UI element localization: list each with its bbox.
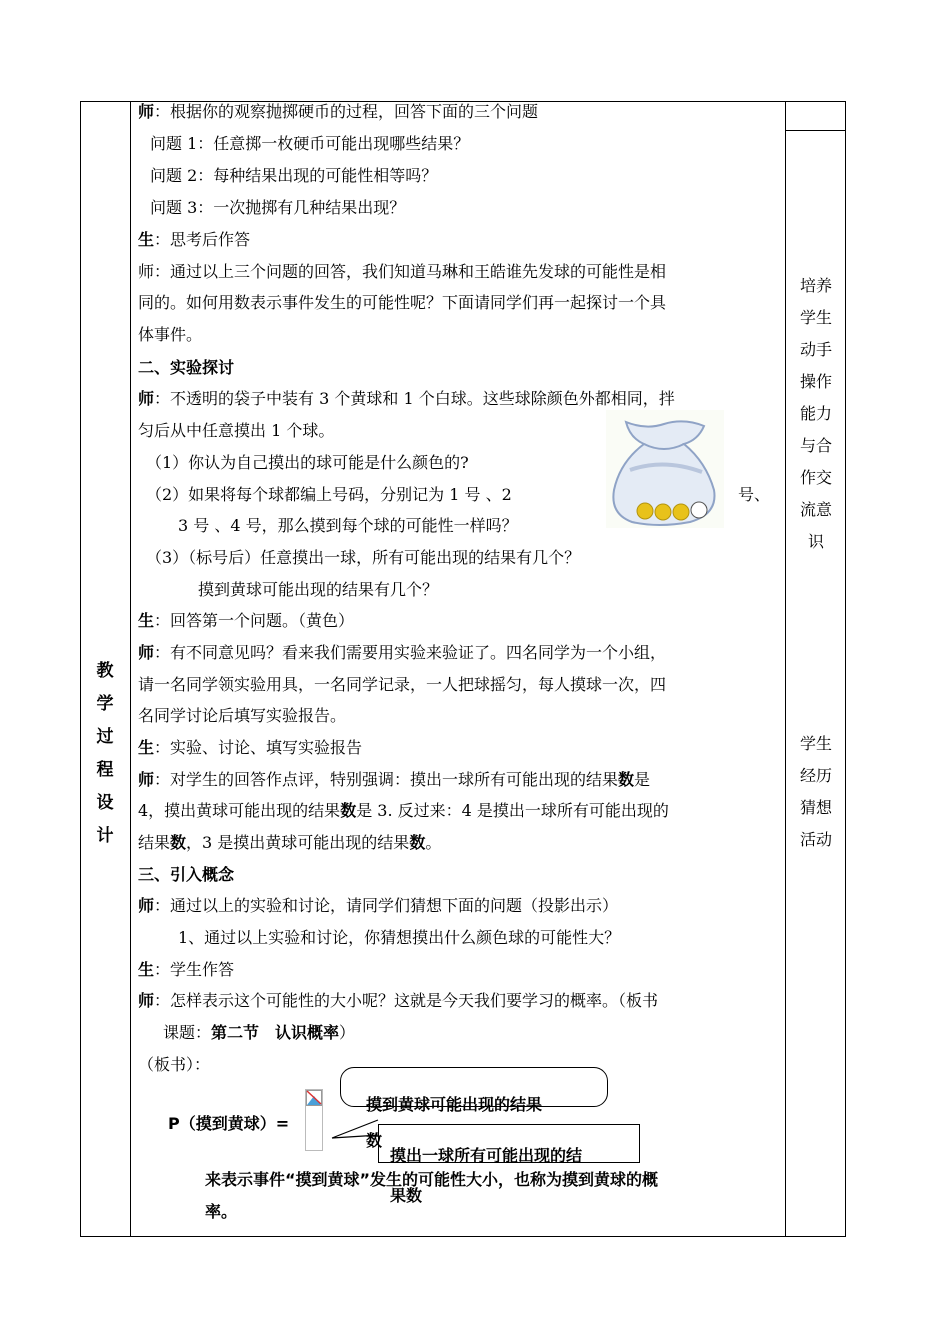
closing-text: 来表示事件“摸到黄球”发生的可能性大小，也称为摸到黄球的概 <box>205 1170 659 1189</box>
question-3: 问题 3：一次抛掷有几种结果出现？ <box>150 198 406 217</box>
text-line: 4，摸出黄球可能出现的结果数是 3. 反过来：4 是摸出一球所有可能出现的 <box>138 801 669 820</box>
yellow-ball <box>673 504 689 520</box>
text-line: 体事件。 <box>138 325 203 344</box>
column-divider-left <box>130 101 131 1237</box>
text-line: 名同学讨论后填写实验报告。 <box>138 706 347 725</box>
closing-text-cont: 率。 <box>205 1202 238 1221</box>
sub-question-1: （1）你认为自己摸出的球可能是什么颜色的? <box>146 453 469 472</box>
text-line: 师：怎样表示这个可能性的大小呢？这就是今天我们要学习的概率。（板书 <box>138 991 659 1010</box>
row-divider-right <box>785 130 846 131</box>
denominator-text-cont: 果数 <box>390 1186 423 1205</box>
text-line: 请一名同学领实验用具，一名同学记录，一人把球摇匀，每人摸球一次，四 <box>138 675 667 694</box>
ball-bag-image <box>606 410 724 528</box>
section-heading: 二、实验探讨 <box>138 358 235 377</box>
numerator-text-cont: 数 <box>366 1131 383 1150</box>
text-line: 匀后从中任意摸出 1 个球。 <box>138 421 335 440</box>
yellow-ball <box>637 503 653 519</box>
text-line: 1、通过以上实验和讨论，你猜想摸出什么颜色球的可能性大？ <box>178 928 621 947</box>
text-line: 生：思考后作答 <box>138 230 251 249</box>
white-ball <box>691 502 707 518</box>
question-1: 问题 1：任意掷一枚硬币可能出现哪些结果？ <box>150 134 470 153</box>
text-line: 课题：第二节 认识概率） <box>163 1023 356 1042</box>
fraction-image <box>305 1089 323 1151</box>
text-line: （板书）： <box>138 1055 211 1074</box>
denominator-text: 摸出一球所有可能出现的结 <box>390 1146 583 1165</box>
text-line: 同的。如何用数表示事件发生的可能性呢？下面请同学们再一起探讨一个具 <box>138 293 667 312</box>
yellow-ball <box>655 504 671 520</box>
text-line: 3 号 、4 号，那么摸到每个球的可能性一样吗？ <box>178 516 518 535</box>
text-line: 生：回答第一个问题。（黄色） <box>138 611 355 630</box>
text-line: 师：不透明的袋子中装有 3 个黄球和 1 个白球。这些球除颜色外都相同，拌 <box>138 389 675 408</box>
section-label: 教 学 过 程 设 计 <box>96 661 114 846</box>
text-line: 结果数，3 是摸出黄球可能出现的结果数。 <box>138 833 442 852</box>
design-note-2: 学生 经历 猜想 活动 <box>799 734 832 849</box>
sub-question-2: （2）如果将每个球都编上号码，分别记为 1 号 、2 <box>146 485 512 504</box>
text-line: 师：通过以上的实验和讨论，请同学们猜想下面的问题（投影出示） <box>138 896 619 915</box>
text-line: 生：实验、讨论、填写实验报告 <box>138 738 363 757</box>
broken-image-icon <box>306 1090 322 1106</box>
section-heading: 三、引入概念 <box>138 865 235 884</box>
formula-label: P（摸到黄球）= <box>168 1114 290 1133</box>
text-line: 师：根据你的观察抛掷硬币的过程，回答下面的三个问题 <box>138 102 539 121</box>
sub-question-3: （3）（标号后）任意摸出一球，所有可能出现的结果有几个？ <box>146 548 581 567</box>
numerator-text: 摸到黄球可能出现的结果 <box>366 1095 543 1114</box>
text-line: 师：对学生的回答作点评，特别强调：摸出一球所有可能出现的结果数是 <box>138 770 651 789</box>
text-line: 生：学生作答 <box>138 960 235 979</box>
text-line: 摸到黄球可能出现的结果有几个？ <box>198 580 439 599</box>
text-line: 师：通过以上三个问题的回答，我们知道马琳和王皓谁先发球的可能性是相 <box>138 262 667 281</box>
question-2: 问题 2：每种结果出现的可能性相等吗？ <box>150 166 438 185</box>
text-fragment: 号、 <box>738 485 771 504</box>
design-note-1: 培养 学生 动手 操作 能力 与合 作交 流意 识 <box>799 276 832 551</box>
text-line: 师：有不同意见吗？看来我们需要用实验来验证了。四名同学为一个小组， <box>138 643 667 662</box>
